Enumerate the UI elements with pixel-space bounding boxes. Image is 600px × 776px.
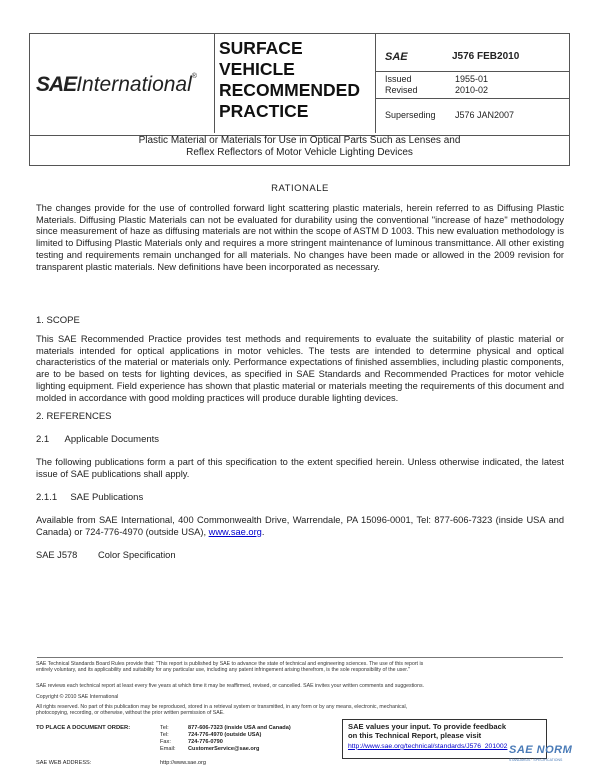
superseding-value: J576 JAN2007 <box>455 110 515 120</box>
reference-code: SAE J578 <box>36 550 78 560</box>
applicable-documents-text: The following publications form a part of this specification to the extent specified herein. Unless otherwise indicated, the latest issue of SAE publications shall apply. <box>36 457 564 479</box>
document-type <box>219 38 360 122</box>
header-divider <box>214 34 215 133</box>
sae-publications-body: Available from SAE International, 400 Commonwealth Drive, Warrendale, PA 15096-0001, Tel: 877-606-7323 (inside USA and Canada) or 724-776-4970 (outside USA), <box>36 515 564 537</box>
contact-key: Email: <box>160 746 176 753</box>
rationale-text: The changes provide for the use of controlled forward light scattering plastic materials, herein referred to as Diffusing Plastic Materials. Diffusing Plastic Materials can not be evaluated for durability using the conventional "increase of haze" methodology since measurement of haze as diffusing materials are not within the scope of ASTM D 1003. This new evaluation methodology is limited to Diffusing Plastic Materials only and requires a more stringent maintenance of luminous transmittance. All other existing testing and requirements remain unchanged for all materials. No changes have been made or allowed in the 2009 revision for transparent plastic materials. New definitions have been incorporated as necessary. <box>36 203 564 272</box>
reference-title: Color Specification <box>98 550 176 560</box>
superseding-label: Superseding <box>385 110 436 120</box>
contact-row <box>160 725 291 732</box>
header-divider <box>375 98 569 99</box>
sae-website-link[interactable]: www.sae.org <box>208 526 262 537</box>
footer-rule <box>37 657 563 658</box>
sae-international-logo <box>36 73 197 97</box>
title-line: Reflex Reflectors of Motor Vehicle Lighting Devices <box>186 147 413 158</box>
revised-value: 2010-02 <box>455 85 489 95</box>
contact-key: Tel: <box>160 725 169 731</box>
applicable-documents-heading: 2.1 Applicable Documents <box>36 434 160 445</box>
contact-email[interactable]: CustomerService@sae.org <box>188 746 260 753</box>
contact-value: 724-776-0790 <box>188 739 223 746</box>
doc-type-line: RECOMMENDED <box>219 80 360 100</box>
revised-label: Revised <box>385 85 418 95</box>
doc-type-line: SURFACE <box>219 38 303 58</box>
contact-value: 724-776-4970 (outside USA) <box>188 732 262 739</box>
logo-international: International <box>76 73 192 96</box>
contact-row <box>160 746 291 753</box>
contact-key: Fax: <box>160 739 171 746</box>
issued-value: 1955-01 <box>455 74 489 84</box>
sae-norm-stamp: SAE NORM <box>509 744 573 756</box>
issued-label: Issued <box>385 74 412 84</box>
document-title <box>29 135 570 159</box>
contact-row <box>160 739 291 746</box>
feedback-line: on this Technical Report, please visit <box>348 731 482 741</box>
scope-text: This SAE Recommended Practice provides test methods and requirements to evaluate the suitability of plastic material or materials intended for optical applications in motor vehicles. The tests are intended to determine physical and optical characteristics of the material or materials only. Performance expectations of finished assemblies, including plastic components, are to be based on tests for lighting devices, as specified in SAE Standards and Recommended Practices for motor vehicle lighting equipment. Field experience has shown that plastic material or materials meeting the requirements of this document and molded in accordance with good molding practices will produce durable lighting devices. <box>36 334 564 403</box>
sae-mark: SAE <box>385 51 408 63</box>
logo-registered: ® <box>191 73 197 80</box>
rights-line: photocopying, recording, or otherwise, without the prior written permission of SAE. <box>36 710 225 717</box>
doc-type-line: PRACTICE <box>219 101 309 121</box>
contact-row <box>160 732 291 739</box>
contact-key: Tel: <box>160 732 169 739</box>
standard-number: J576 FEB2010 <box>452 51 520 62</box>
doc-type-line: VEHICLE <box>219 59 295 79</box>
web-address-link[interactable]: http://www.sae.org <box>160 760 207 766</box>
scope-heading: 1. SCOPE <box>36 315 80 326</box>
references-heading: 2. REFERENCES <box>36 411 112 422</box>
tsb-rules-note <box>36 661 423 674</box>
sae-publications-text <box>36 515 564 538</box>
feedback-link[interactable]: http://www.sae.org/technical/standards/J576_201002 <box>348 742 508 750</box>
review-note: SAE reviews each technical report at least every five years at which time it may be reaffirmed, revised, or cancelled. SAE invites your written comments and suggestions. <box>36 683 424 689</box>
header-divider <box>375 71 569 72</box>
stamp-subtitle: STANDARDS · SPECIFICATIONS <box>509 758 563 762</box>
header-divider <box>375 34 376 133</box>
contact-value: 877-606-7323 (inside USA and Canada) <box>188 725 291 731</box>
web-address-row <box>36 760 207 766</box>
rationale-heading: RATIONALE <box>271 183 329 194</box>
rights-note <box>36 704 407 717</box>
tsb-note-line: entirely voluntary, and its applicability and suitability for any particular use, including any patent infringement arising therefrom, is the sole responsibility of the user." <box>36 667 410 674</box>
rights-line: All rights reserved. No part of this publication may be reproduced, stored in a retrieval system or transmitted, in any form or by any means, electronic, mechanical, <box>36 704 408 710</box>
sae-publications-heading: 2.1.1 SAE Publications <box>36 492 144 503</box>
title-line: Plastic Material or Materials for Use in Optical Parts Such as Lenses and <box>138 135 461 146</box>
place-order-label: TO PLACE A DOCUMENT ORDER: <box>36 725 131 731</box>
copyright: Copyright © 2010 SAE International <box>36 694 119 700</box>
sentence-end: . <box>261 526 265 537</box>
logo-sae: SAE <box>36 73 77 96</box>
feedback-line: SAE values your input. To provide feedback <box>348 722 507 731</box>
tsb-note-line: SAE Technical Standards Board Rules provide that: "This report is published by SAE to advance the state of technical and engineering sciences. The use of this report is <box>36 661 424 667</box>
web-address-label: SAE WEB ADDRESS: <box>36 760 92 766</box>
reference-entry <box>36 550 176 562</box>
contact-list <box>160 725 291 753</box>
